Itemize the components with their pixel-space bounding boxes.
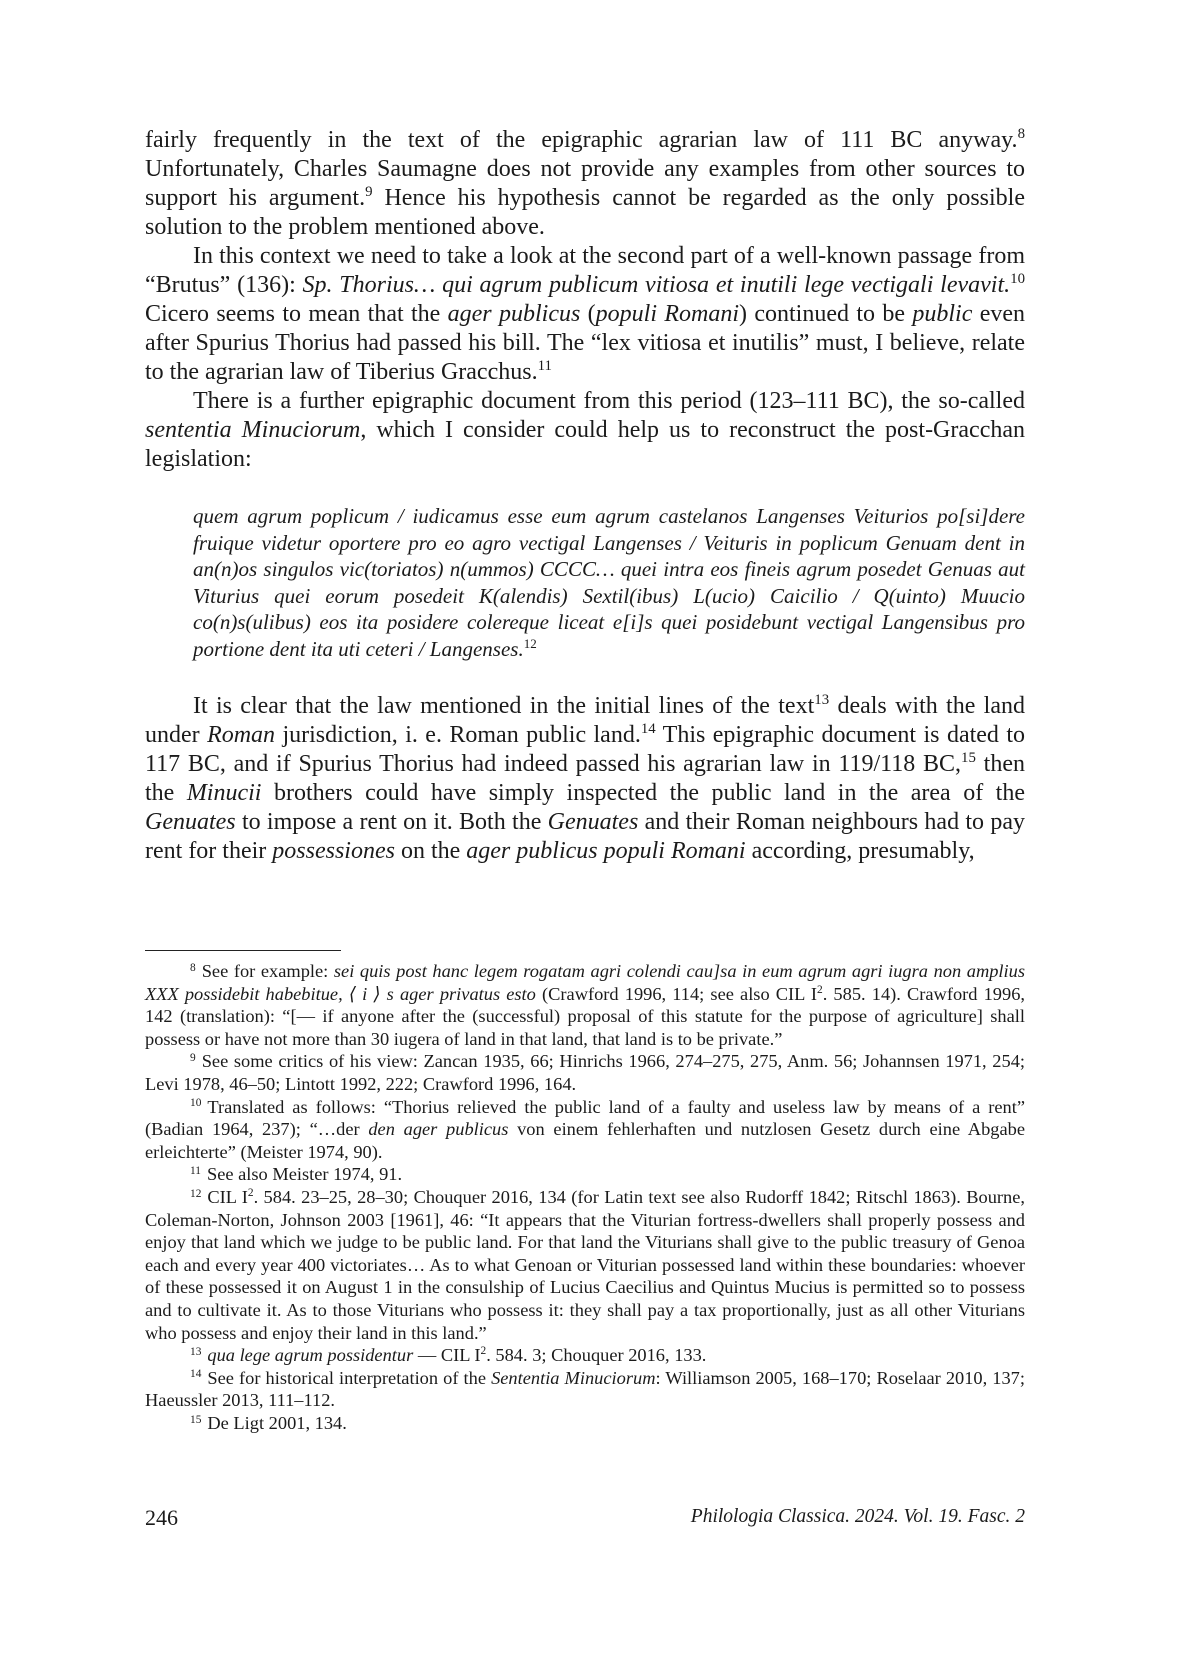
text-span: ) continued to be (739, 301, 913, 327)
journal-citation: Philologia Classica. 2024. Vol. 19. Fasc. 2 (690, 1506, 1025, 1527)
superscript: 2 (817, 983, 823, 996)
text-span: : Williamson 2005, 168–170; Roselaar 2010, 137; Haeussler 2013, 111–112. (145, 1367, 1025, 1411)
text-span: . 584. 3; Chouquer 2016, 133. (486, 1345, 707, 1366)
paragraph-4 (145, 692, 1025, 866)
text-span: There is a further epigraphic document from this period (123–111 BC), the so-called (193, 388, 1025, 414)
text-span: See some critics of his view: Zancan 1935, 66; Hinrichs 1966, 274–275, 275, Anm. 56; Johannsen 1971, 254; Levi 1978, 46–50; Lintott 1992, 222; Crawford 1996, 164. (145, 1051, 1025, 1094)
text-span: This epigraphic document is dated to 117 BC, and if Spurius Thorius had indeed passed his agrarian law in 119/118 BC, (145, 721, 1025, 777)
text-span: , which I consider could help us to reconstruct the post-Gracchan legislation: (145, 417, 1025, 472)
text-span: deals with the land under (145, 692, 1025, 748)
footnote-ref-10[interactable]: 10 (1010, 270, 1025, 287)
text-span: jurisdiction, i. e. Roman public land. (275, 721, 641, 748)
text-span: Hence his hypothesis cannot be regarded as the only possible solution to the problem mentioned above. (145, 185, 1025, 240)
italic-term: populi Romani (595, 301, 740, 327)
footnote-number: 10 (190, 1097, 202, 1110)
text-span: See for historical interpretation of the (207, 1367, 492, 1388)
text-span: CIL I (207, 1186, 248, 1207)
paragraph-1 (145, 126, 1025, 242)
text-span: Translated as follows: “Thorius relieved the public land of a faulty and useless law by means of a rent” (Badian 1964, 237); “…der (145, 1096, 1025, 1140)
footnote-ref-15[interactable]: 15 (961, 749, 976, 766)
footnote-11 (145, 1163, 1025, 1186)
text-span: See for example: (201, 961, 334, 981)
footnote-separator (145, 950, 341, 951)
block-quote (193, 503, 1025, 663)
footnote-13 (145, 1344, 1025, 1367)
main-text (145, 126, 1025, 866)
italic-term: possessiones (272, 837, 395, 864)
text-span: . 585. 14). Crawford 1996, 142 (translation): “[— if anyone after the (successful) proposal of this statute for the purpose of agriculture] shall possess or have not more than 30 iugera of land in that land, that land is to be private.” (145, 983, 1025, 1049)
footnotes (145, 960, 1025, 1434)
italic-term: sei quis post hanc legem rogatam agri colendi cau]sa in eum agrum agri iugra non amplius XXX possidebit habebitue, ⟨ i ⟩ s ager privatus esto (145, 961, 1025, 1004)
footnote-ref-12[interactable]: 12 (523, 635, 537, 651)
block-quote-text: quem agrum poplicum / iudicamus esse eum agrum castelanos Langenses Veiturios po[si]dere fruique videtur oportere pro eo agro vectigal Langenses / Veituris in poplicum Genuam dent in an(n)os singulos vic(toriatos) n(ummos) CCCC… quei intra eos fineis agrum posedet Genuas aut Viturius quei eorum posedeit K(alendis) Sextil(ibus) L(ucio) Caicilio / Q(uinto) Muucio co(n)s(ulibus) eos ita posidere colereque liceat e[i]s quei posidebunt vectigal Langensibus pro portione dent ita uti ceteri / Langenses. (193, 504, 1025, 661)
page-number: 246 (145, 1505, 178, 1530)
italic-term: Genuates (547, 808, 639, 835)
footnote-number: 11 (190, 1165, 201, 1178)
paragraph-2 (145, 242, 1025, 387)
text-span: von einem fehlerhaften und nutzlosen Gesetz durch eine Abgabe erleichterte” (Meister 1974, 90). (145, 1119, 1026, 1162)
text-span: . 584. 23–25, 28–30; Chouquer 2016, 134 (for Latin text see also Rudorff 1842; Ritschl 1863). Bourne, Coleman-Norton, Johnson 2003 [1961], 46: “It appears that the Viturian fortress-dwellers shall properly possess and enjoy that land which we judge to be public land. For that land the Viturians shall give to the public treasury of Genoa each and every year 400 victoriates… As to what Genoan or Viturian possessed land within these boundaries: whoever of these possessed it on August 1 in the consulship of Lucius Caecilius and Quintus Mucius is permitted so to possess and to cultivate it. As to those Viturians who possess it: they shall pay a tax proportionally, just as all other Viturians who possess and enjoy their land in this land.” (145, 1186, 1025, 1343)
italic-term: ager publicus populi Romani (466, 837, 746, 864)
footnote-ref-11[interactable]: 11 (537, 357, 552, 374)
text-span: It is clear that the law mentioned in the initial lines of the text (193, 692, 815, 719)
footnote-number: 8 (190, 961, 196, 974)
italic-term: Sententia Minuciorum (491, 1367, 656, 1388)
italic-term: Genuates (145, 808, 236, 835)
italic-term: ager publicus (447, 301, 581, 327)
italic-term: den ager publicus (368, 1119, 509, 1140)
italic-term: public (912, 301, 973, 327)
footnote-ref-13[interactable]: 13 (814, 691, 830, 708)
page-footer (145, 1505, 1025, 1535)
text-span: according, presumably, (745, 837, 975, 864)
footnote-10 (145, 1096, 1025, 1164)
footnote-ref-14[interactable]: 14 (640, 720, 656, 737)
superscript: 2 (247, 1186, 254, 1199)
text-span: brothers could have simply inspected the public land in the area of the (261, 779, 1025, 806)
footnote-14 (145, 1367, 1025, 1412)
italic-term: sententia Minuciorum (145, 417, 361, 443)
footnote-8 (145, 960, 1025, 1050)
superscript: 2 (480, 1345, 487, 1358)
footnote-ref-9[interactable]: 9 (365, 183, 373, 200)
footnote-12 (145, 1186, 1025, 1344)
text-span: See also Meister 1974, 91. (206, 1164, 403, 1185)
text-span: (Crawford 1996, 114; see also CIL I (535, 983, 817, 1004)
text-span: on the (394, 837, 467, 864)
italic-term: qua lege agrum possidentur (207, 1345, 414, 1366)
footnote-number: 15 (190, 1413, 202, 1426)
paragraph-3 (145, 387, 1025, 474)
italic-term: Minucii (186, 779, 262, 806)
footnote-number: 13 (190, 1345, 202, 1358)
footnote-number: 12 (190, 1187, 202, 1200)
text-span: ( (580, 301, 596, 327)
text-span: Cicero seems to mean that the (145, 301, 448, 327)
footnote-ref-8[interactable]: 8 (1017, 125, 1025, 142)
footnote-number: 9 (190, 1052, 196, 1065)
text-span: and their Roman neighbours had to pay rent for their (145, 808, 1025, 864)
text-span: — CIL I (413, 1345, 481, 1366)
text-span: Unfortunately, Charles Saumagne does not provide any examples from other sources to support his argument. (145, 156, 1025, 211)
text-span: In this context we need to take a look at the second part of a well-known passage from “Brutus” (136): (145, 243, 1025, 298)
italic-term: Roman (207, 721, 276, 748)
text-span: De Ligt 2001, 134. (207, 1412, 347, 1433)
latin-quote: Sp. Thorius… qui agrum publicum vitiosa et inutili lege vectigali levavit. (302, 272, 1011, 298)
footnote-9 (145, 1050, 1025, 1095)
text-span: even after Spurius Thorius had passed his bill. The “lex vitiosa et inutilis” must, I believe, relate to the agrarian law of Tiberius Gracchus. (145, 301, 1026, 385)
footnote-15 (145, 1412, 1025, 1435)
text-span: to impose a rent on it. Both the (235, 808, 548, 835)
footnote-number: 14 (190, 1368, 202, 1381)
text-span: then the (145, 750, 1025, 806)
text-span: fairly frequently in the text of the epigraphic agrarian law of 111 BC anyway. (145, 127, 1018, 153)
